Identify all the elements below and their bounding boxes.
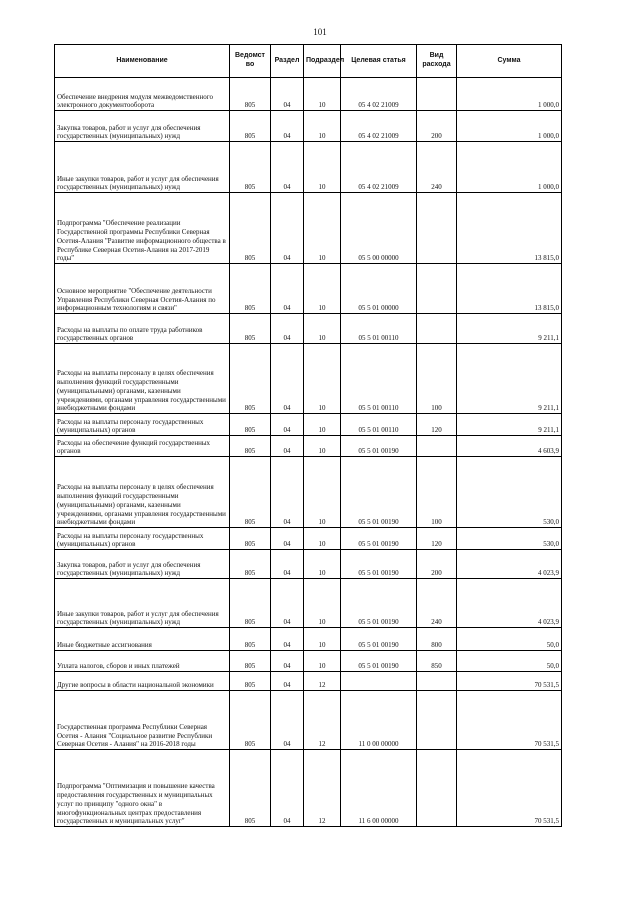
row-cel-cell: 05 5 01 00190 <box>341 579 417 628</box>
row-vid-cell: 120 <box>417 528 457 550</box>
table-row <box>55 314 562 344</box>
row-ved-cell: 805 <box>230 579 271 628</box>
row-podr-cell: 10 <box>304 264 341 314</box>
row-ved-cell: 805 <box>230 414 271 436</box>
row-sum-cell: 50,0 <box>457 651 562 672</box>
row-ved-cell: 805 <box>230 314 271 344</box>
row-ved-cell: 805 <box>230 264 271 314</box>
row-name-cell: Основное мероприятие "Обеспечение деятельности Управления Республики Северная Осетия-Алания по информационным технологиям и связи" <box>55 264 230 314</box>
row-sum-cell: 1 000,0 <box>457 142 562 193</box>
row-cel-cell: 05 5 01 00110 <box>341 344 417 414</box>
table-row <box>55 579 562 628</box>
row-razd-cell: 04 <box>271 579 304 628</box>
row-name-cell: Закупка товаров, работ и услуг для обеспечения государственных (муниципальных) нужд <box>55 550 230 579</box>
table-row <box>55 436 562 457</box>
table-body <box>55 78 562 827</box>
row-sum-cell: 4 023,9 <box>457 550 562 579</box>
row-vid-cell: 240 <box>417 142 457 193</box>
row-vid-cell: 800 <box>417 628 457 651</box>
row-podr-cell: 12 <box>304 672 341 691</box>
row-razd-cell: 04 <box>271 193 304 264</box>
table-header-row <box>55 45 562 78</box>
row-name-cell: Расходы на выплаты персоналу государственных (муниципальных) органов <box>55 528 230 550</box>
row-name-cell: Расходы на выплаты персоналу в целях обеспечения выполнения функций государственными (муниципальными) органами, казенными учреждениями, органами управления государственными внебюджетными фондами <box>55 457 230 528</box>
row-vid-cell <box>417 264 457 314</box>
row-sum-cell: 530,0 <box>457 528 562 550</box>
table-row <box>55 344 562 414</box>
row-name-cell: Расходы на выплаты персоналу в целях обеспечения выполнения функций государственными (муниципальными) органами, казенными учреждениями, органами управления государственными внебюджетными фондами <box>55 344 230 414</box>
table-row <box>55 193 562 264</box>
row-ved-cell: 805 <box>230 457 271 528</box>
table-row <box>55 457 562 528</box>
row-ved-cell: 805 <box>230 142 271 193</box>
header-podr: Подраздел <box>304 45 341 78</box>
row-vid-cell <box>417 314 457 344</box>
row-podr-cell: 10 <box>304 193 341 264</box>
row-ved-cell: 805 <box>230 111 271 142</box>
header-cel: Целевая статья <box>341 45 417 78</box>
row-podr-cell: 10 <box>304 142 341 193</box>
row-name-cell: Подпрограмма "Оптимизация и повышение качества предоставления государственных и муниципальных услуг по принципу "одного окна" в многофункциональных центрах предоставления государственных и муниципальных услуг" <box>55 750 230 827</box>
row-vid-cell: 200 <box>417 550 457 579</box>
row-name-cell: Уплата налогов, сборов и иных платежей <box>55 651 230 672</box>
row-podr-cell: 10 <box>304 579 341 628</box>
row-ved-cell: 805 <box>230 750 271 827</box>
row-sum-cell: 70 531,5 <box>457 750 562 827</box>
table-row <box>55 651 562 672</box>
row-cel-cell: 05 4 02 21009 <box>341 111 417 142</box>
header-name: Наименование <box>55 45 230 78</box>
row-vid-cell: 120 <box>417 414 457 436</box>
table-row <box>55 414 562 436</box>
row-razd-cell: 04 <box>271 414 304 436</box>
row-vid-cell <box>417 193 457 264</box>
row-sum-cell: 1 000,0 <box>457 111 562 142</box>
row-name-cell: Подпрограмма "Обеспечение реализации Государственной программы Республики Северная Осетия-Алания "Развитие информационного общества в Республике Северная Осетия-Алания на 2017-2019 годы" <box>55 193 230 264</box>
row-cel-cell: 05 4 02 21009 <box>341 142 417 193</box>
table-row <box>55 142 562 193</box>
row-cel-cell: 11 0 00 00000 <box>341 691 417 750</box>
table-row <box>55 78 562 111</box>
row-ved-cell: 805 <box>230 78 271 111</box>
row-cel-cell: 05 4 02 21009 <box>341 78 417 111</box>
row-podr-cell: 10 <box>304 457 341 528</box>
row-podr-cell: 10 <box>304 628 341 651</box>
row-cel-cell: 05 5 01 00000 <box>341 264 417 314</box>
row-podr-cell: 10 <box>304 314 341 344</box>
row-podr-cell: 10 <box>304 528 341 550</box>
row-razd-cell: 04 <box>271 78 304 111</box>
row-podr-cell: 10 <box>304 651 341 672</box>
page-number: 101 <box>313 27 327 37</box>
row-cel-cell: 11 6 00 00000 <box>341 750 417 827</box>
row-podr-cell: 12 <box>304 750 341 827</box>
header-razd: Раздел <box>271 45 304 78</box>
row-sum-cell: 9 211,1 <box>457 344 562 414</box>
table-row <box>55 750 562 827</box>
row-name-cell: Расходы на выплаты персоналу государственных (муниципальных) органов <box>55 414 230 436</box>
row-cel-cell: 05 5 01 00190 <box>341 550 417 579</box>
row-sum-cell: 70 531,5 <box>457 691 562 750</box>
row-cel-cell: 05 5 01 00110 <box>341 314 417 344</box>
row-razd-cell: 04 <box>271 628 304 651</box>
table-row <box>55 264 562 314</box>
row-sum-cell: 13 815,0 <box>457 193 562 264</box>
row-razd-cell: 04 <box>271 111 304 142</box>
table-row <box>55 550 562 579</box>
row-razd-cell: 04 <box>271 314 304 344</box>
row-cel-cell: 05 5 01 00190 <box>341 528 417 550</box>
row-razd-cell: 04 <box>271 651 304 672</box>
row-cel-cell: 05 5 01 00190 <box>341 651 417 672</box>
table-row <box>55 528 562 550</box>
row-podr-cell: 10 <box>304 78 341 111</box>
header-ved: Ведомст во <box>230 45 271 78</box>
row-vid-cell <box>417 78 457 111</box>
row-name-cell: Закупка товаров, работ и услуг для обеспечения государственных (муниципальных) нужд <box>55 111 230 142</box>
row-podr-cell: 10 <box>304 344 341 414</box>
row-sum-cell: 4 603,9 <box>457 436 562 457</box>
header-vid: Вид расхода <box>417 45 457 78</box>
row-ved-cell: 805 <box>230 344 271 414</box>
row-vid-cell: 240 <box>417 579 457 628</box>
header-sum: Сумма <box>457 45 562 78</box>
row-ved-cell: 805 <box>230 672 271 691</box>
row-name-cell: Государственная программа Республики Северная Осетия - Алания "Социальное развитие Республики Северная Осетия - Алания" на 2016-2018 годы <box>55 691 230 750</box>
row-razd-cell: 04 <box>271 750 304 827</box>
row-vid-cell <box>417 436 457 457</box>
row-razd-cell: 04 <box>271 436 304 457</box>
row-podr-cell: 10 <box>304 111 341 142</box>
row-cel-cell <box>341 672 417 691</box>
row-sum-cell: 9 211,1 <box>457 414 562 436</box>
row-ved-cell: 805 <box>230 691 271 750</box>
row-vid-cell <box>417 691 457 750</box>
row-vid-cell: 100 <box>417 457 457 528</box>
row-name-cell: Другие вопросы в области национальной экономики <box>55 672 230 691</box>
row-razd-cell: 04 <box>271 550 304 579</box>
row-sum-cell: 13 815,0 <box>457 264 562 314</box>
row-cel-cell: 05 5 01 00110 <box>341 414 417 436</box>
row-name-cell: Иные закупки товаров, работ и услуг для обеспечения государственных (муниципальных) нужд <box>55 579 230 628</box>
row-razd-cell: 04 <box>271 457 304 528</box>
row-name-cell: Расходы на обеспечение функций государственных органов <box>55 436 230 457</box>
row-sum-cell: 530,0 <box>457 457 562 528</box>
row-vid-cell <box>417 750 457 827</box>
row-ved-cell: 805 <box>230 550 271 579</box>
row-ved-cell: 805 <box>230 628 271 651</box>
row-name-cell: Расходы на выплаты по оплате труда работников государственных органов <box>55 314 230 344</box>
row-sum-cell: 4 023,9 <box>457 579 562 628</box>
row-sum-cell: 70 531,5 <box>457 672 562 691</box>
row-vid-cell <box>417 672 457 691</box>
row-razd-cell: 04 <box>271 264 304 314</box>
row-cel-cell: 05 5 01 00190 <box>341 628 417 651</box>
row-name-cell: Иные закупки товаров, работ и услуг для обеспечения государственных (муниципальных) нужд <box>55 142 230 193</box>
row-podr-cell: 12 <box>304 691 341 750</box>
row-ved-cell: 805 <box>230 193 271 264</box>
budget-table <box>54 44 562 827</box>
row-vid-cell: 100 <box>417 344 457 414</box>
row-ved-cell: 805 <box>230 651 271 672</box>
row-podr-cell: 10 <box>304 550 341 579</box>
row-sum-cell: 9 211,1 <box>457 314 562 344</box>
row-razd-cell: 04 <box>271 672 304 691</box>
row-vid-cell: 850 <box>417 651 457 672</box>
row-name-cell: Иные бюджетные ассигнования <box>55 628 230 651</box>
table-row <box>55 628 562 651</box>
row-cel-cell: 05 5 00 00000 <box>341 193 417 264</box>
row-sum-cell: 50,0 <box>457 628 562 651</box>
row-razd-cell: 04 <box>271 528 304 550</box>
table-row <box>55 111 562 142</box>
row-ved-cell: 805 <box>230 528 271 550</box>
table-row <box>55 672 562 691</box>
row-cel-cell: 05 5 01 00190 <box>341 436 417 457</box>
row-cel-cell: 05 5 01 00190 <box>341 457 417 528</box>
row-podr-cell: 10 <box>304 414 341 436</box>
row-razd-cell: 04 <box>271 691 304 750</box>
row-name-cell: Обеспечение внедрения модуля межведомственного электронного документооборота <box>55 78 230 111</box>
table-row <box>55 691 562 750</box>
row-sum-cell: 1 000,0 <box>457 78 562 111</box>
row-podr-cell: 10 <box>304 436 341 457</box>
row-ved-cell: 805 <box>230 436 271 457</box>
row-vid-cell: 200 <box>417 111 457 142</box>
row-razd-cell: 04 <box>271 344 304 414</box>
row-razd-cell: 04 <box>271 142 304 193</box>
